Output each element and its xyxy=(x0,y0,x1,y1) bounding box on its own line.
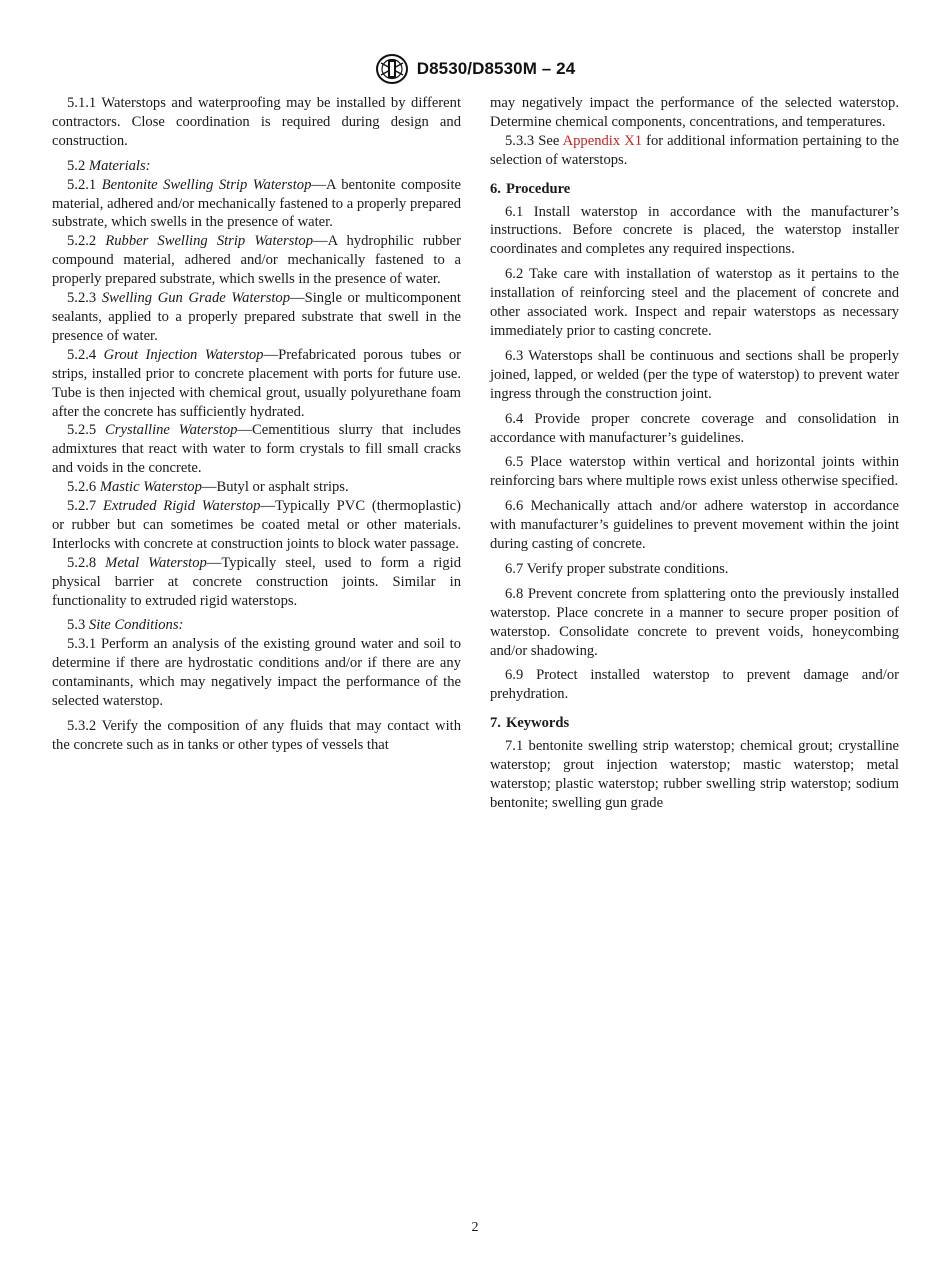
paragraph-5-2-4: 5.2.4 Grout Injection Waterstop—Prefabricated porous tubes or strips, installed prior to concrete placement with ports for future use. Tube is then injected with chemical grout, usually polyurethane foam after the concrete has sufficiently hydrated. xyxy=(52,346,461,420)
right-column xyxy=(490,94,899,813)
section-7-heading: 7. Keywords xyxy=(490,715,570,732)
paragraph-5-2-5: 5.2.5 Crystalline Waterstop—Cementitious slurry that includes admixtures that react with water to form crystals to fill small cracks and voids in the concrete. xyxy=(52,422,461,477)
paragraph-6-5: 6.5 Place waterstop within vertical and horizontal joints within reinforcing bars where multiple rows exist unless otherwise specified. xyxy=(490,454,899,490)
paragraph-7-1: 7.1 bentonite swelling strip waterstop; chemical grout; crystalline waterstop; grout injection waterstop; mastic waterstop; metal waterstop; plastic waterstop; rubber swelling strip waterstop; sodium bentonite; swelling gun grade xyxy=(490,738,899,811)
appendix-x1-link[interactable]: Appendix X1 xyxy=(562,132,643,149)
paragraph-5-2-1: 5.2.1 Bentonite Swelling Strip Waterstop—A bentonite composite material, adhered and/or mechanically fastened to a properly prepared substrate, which swells in the presence of water. xyxy=(52,176,461,231)
paragraph-6-1: 6.1 Install waterstop in accordance with the manufacturer’s instructions. Before concrete is placed, the waterstop installer coordinates and completes any required inspections. xyxy=(490,203,899,258)
paragraph-6-8: 6.8 Prevent concrete from splattering onto the previously installed waterstop. Place concrete in a manner to secure proper position of waterstop. Consolidate concrete to prevent voids, honeycombing and/or shadowing. xyxy=(490,585,899,659)
paragraph-6-9: 6.9 Protect installed waterstop to prevent damage and/or prehydration. xyxy=(490,667,899,703)
paragraph-5-3-1: 5.3.1 Perform an analysis of the existing ground water and soil to determine if there are hydrostatic conditions and/or if there are any contaminants, which may negatively impact the performance of the selected waterstop. xyxy=(52,636,461,710)
paragraph-6-2: 6.2 Take care with installation of waterstop as it pertains to the installation of reinforcing steel and the placement of concrete and other associated work. Inspect and repair waterstops as necessary immediately prior to casting concrete. xyxy=(490,266,899,339)
left-column xyxy=(52,94,461,755)
paragraph-6-3: 6.3 Waterstops shall be continuous and sections shall be properly joined, lapped, or welded (per the type of waterstop) to prevent water ingress through the construction joint. xyxy=(490,347,899,402)
paragraph-5-3-2: 5.3.2 Verify the composition of any fluids that may contact with the concrete such as in tanks or other types of vessels that xyxy=(52,718,461,753)
paragraph-5-3-2-continued: may negatively impact the performance of the selected waterstop. Determine chemical components, concentrations, and temperatures. xyxy=(490,95,899,130)
page-number: 2 xyxy=(471,1220,479,1235)
section-5-3-heading: 5.3 Site Conditions: xyxy=(67,617,184,634)
paragraph-5-2-7: 5.2.7 Extruded Rigid Waterstop—Typically PVC (thermoplastic) or rubber but can sometimes be coated metal or other materials. Interlocks with concrete at construction joints to block water passage. xyxy=(52,498,462,552)
paragraph-6-4: 6.4 Provide proper concrete coverage and consolidation in accordance with manufacturer’s guidelines. xyxy=(490,410,899,446)
document-designation: D8530/D8530M – 24 xyxy=(416,59,576,78)
paragraph-5-1-1: 5.1.1 Waterstops and waterproofing may be installed by different contractors. Close coordination is required during design and construction. xyxy=(52,95,461,149)
paragraph-5-3-3: 5.3.3 See Appendix X1 for additional information pertaining to the selection of waterstops. xyxy=(490,132,900,168)
paragraph-5-2-3: 5.2.3 Swelling Gun Grade Waterstop—Single or multicomponent sealants, applied to a properly prepared substrate that swell in the presence of water. xyxy=(52,290,461,344)
section-5-2-heading: 5.2 Materials: xyxy=(67,157,151,174)
astm-logo-icon xyxy=(375,53,409,85)
paragraph-5-2-6: 5.2.6 Mastic Waterstop—Butyl or asphalt strips. xyxy=(67,479,349,496)
section-6-heading: 6. Procedure xyxy=(490,180,571,197)
paragraph-6-7: 6.7 Verify proper substrate conditions. xyxy=(505,560,729,577)
paragraph-5-2-8: 5.2.8 Metal Waterstop—Typically steel, used to form a rigid physical barrier at concrete construction joints. Similar in functionality to extruded rigid waterstops. xyxy=(52,554,461,609)
page-header xyxy=(0,52,950,86)
paragraph-5-2-2: 5.2.2 Rubber Swelling Strip Waterstop—A hydrophilic rubber compound material, adhered and/or mechanically fastened to a properly prepared substrate, which swells in the presence of water. xyxy=(52,233,461,288)
paragraph-6-6: 6.6 Mechanically attach and/or adhere waterstop in accordance with manufacturer’s guidelines to prevent movement within the joint during casting of concrete. xyxy=(490,498,899,553)
